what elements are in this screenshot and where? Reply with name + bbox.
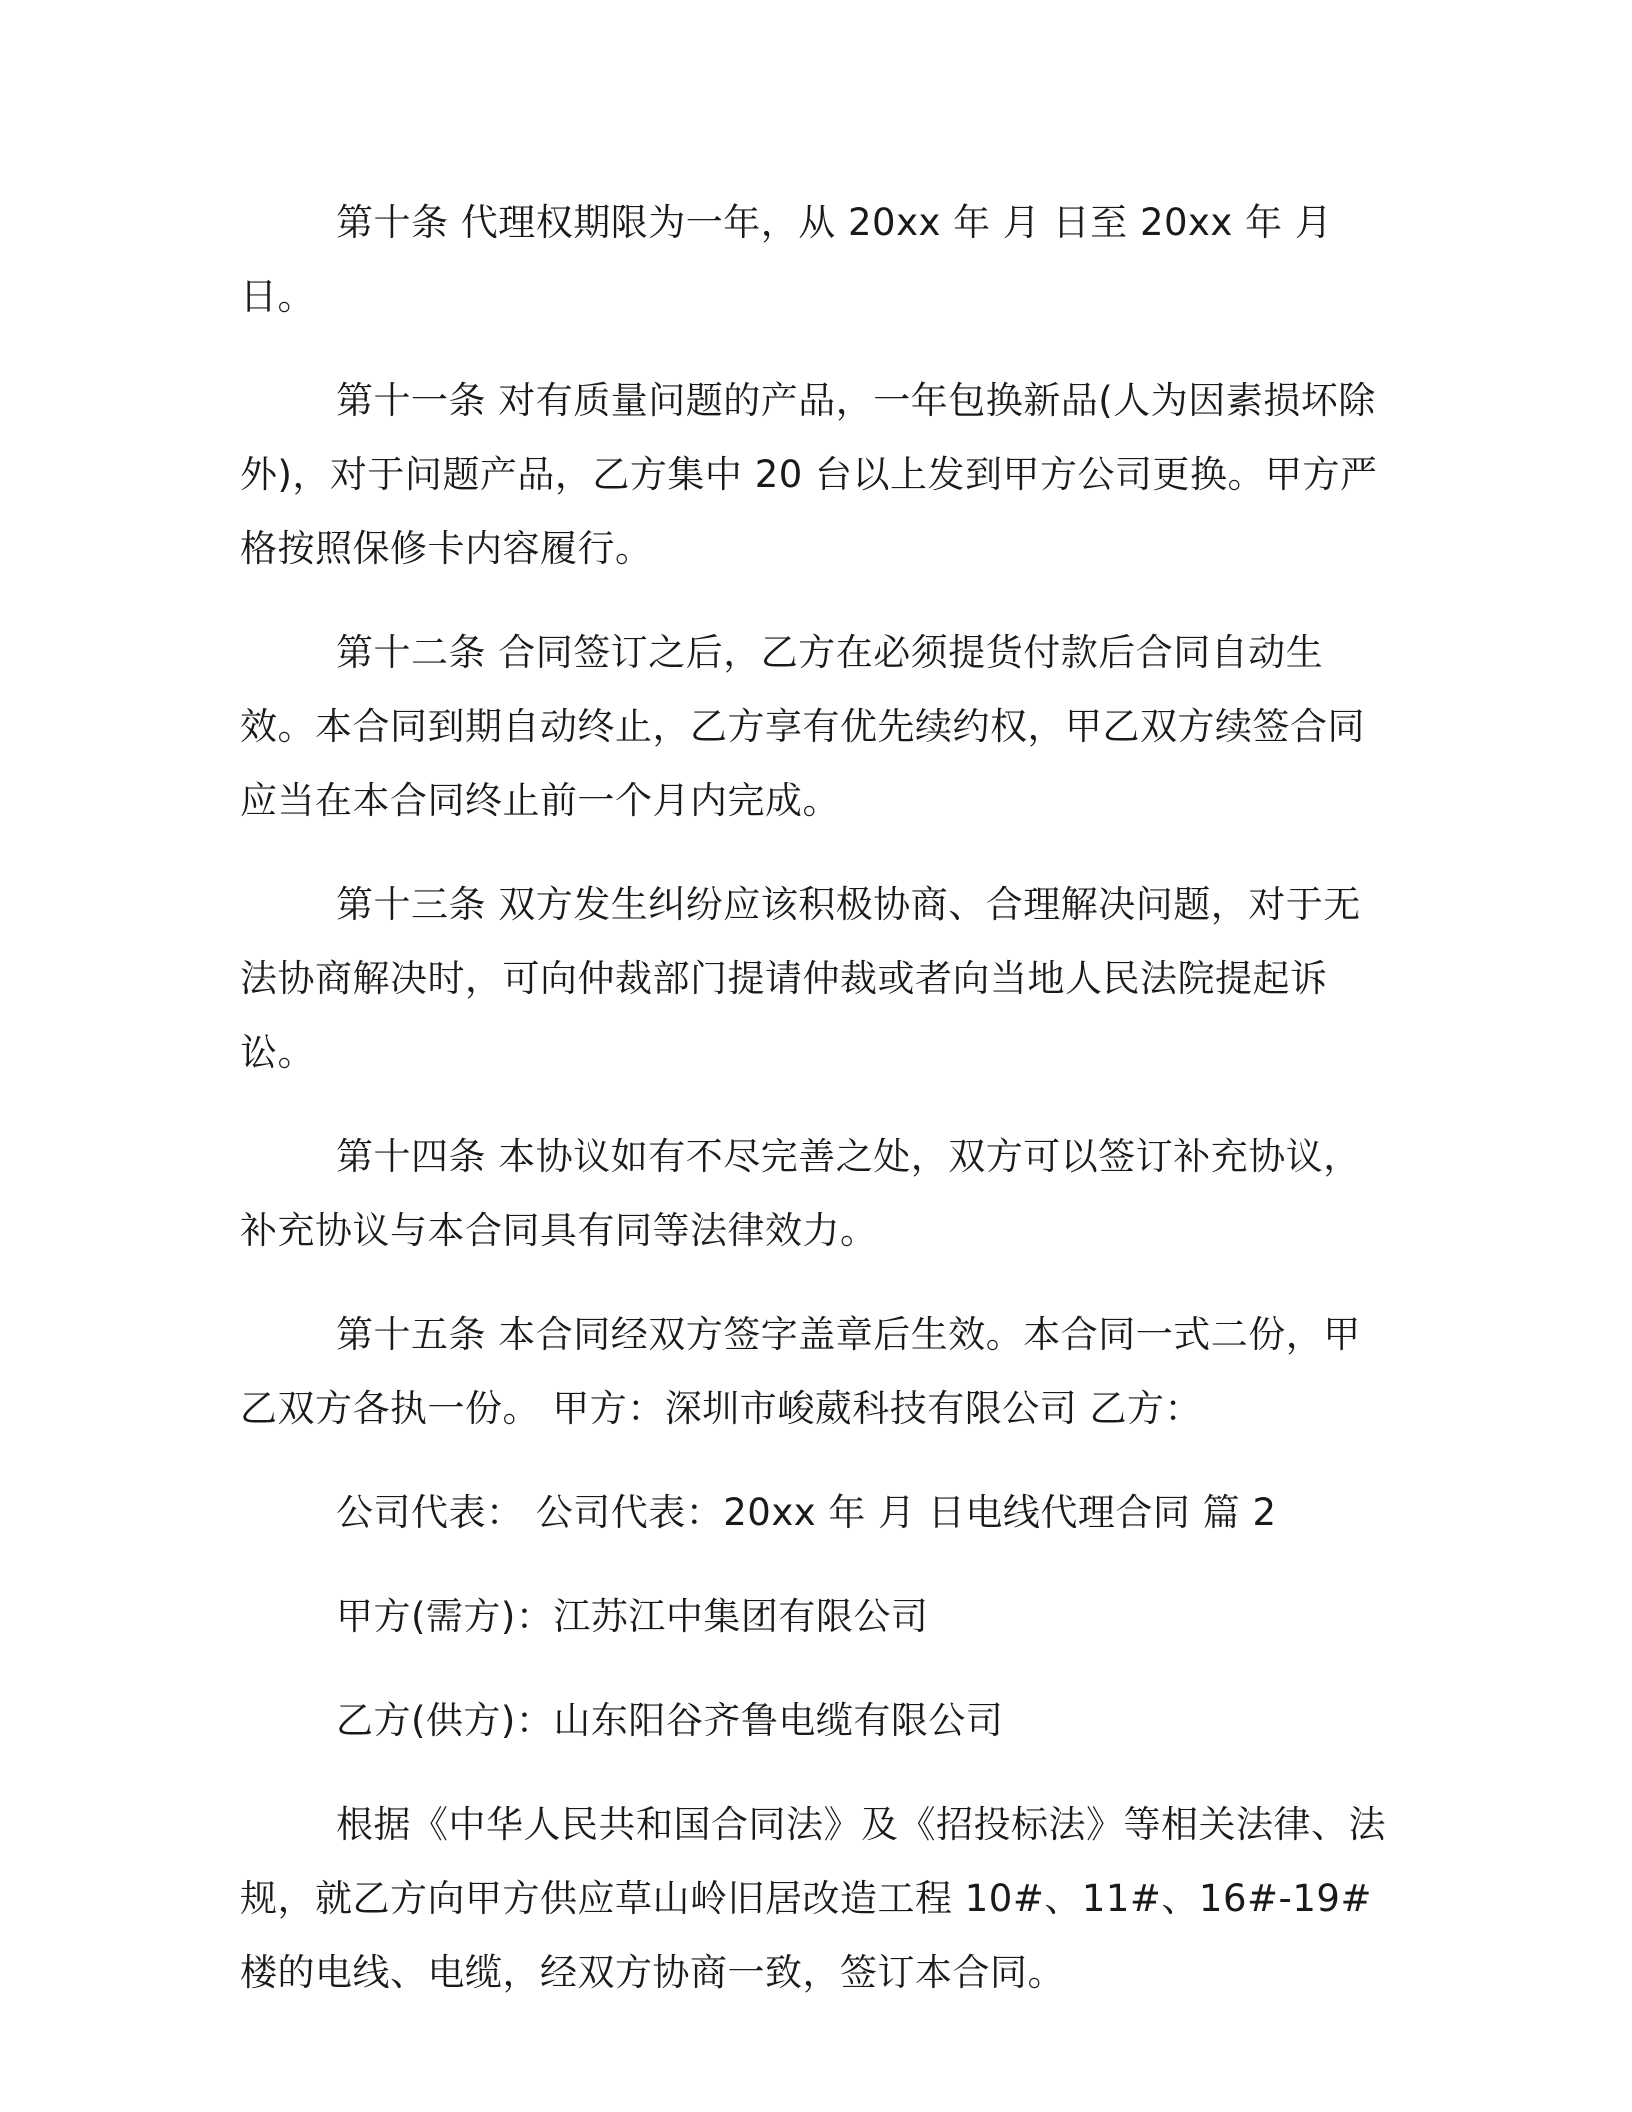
company-representatives: 公司代表： 公司代表：20xx 年 月 日电线代理合同 篇 2	[336, 1491, 1277, 1534]
clause-13: 第十三条 双方发生纠纷应该积极协商、合理解决问题，对于无法协商解决时，可向仲裁部门提请仲裁或者向当地人民法院提起诉讼。	[240, 883, 1361, 1074]
clause-15: 第十五条 本合同经双方签字盖章后生效。本合同一式二份，甲乙双方各执一份。 甲方：深圳市峻葳科技有限公司 乙方：	[240, 1313, 1361, 1430]
clause-14: 第十四条 本协议如有不尽完善之处，双方可以签订补充协议，补充协议与本合同具有同等法律效力。	[240, 1135, 1361, 1252]
party-a: 甲方(需方)：江苏江中集团有限公司	[336, 1595, 929, 1638]
clause-11: 第十一条 对有质量问题的产品，一年包换新品(人为因素损坏除外)，对于问题产品，乙方集中 20 台以上发到甲方公司更换。甲方严格按照保修卡内容履行。	[240, 379, 1378, 570]
party-b: 乙方(供方)：山东阳谷齐鲁电缆有限公司	[336, 1699, 1004, 1742]
document-body	[240, 186, 1390, 2040]
clause-12: 第十二条 合同签订之后，乙方在必须提货付款后合同自动生效。本合同到期自动终止，乙方享有优先续约权，甲乙双方续签合同应当在本合同终止前一个月内完成。	[240, 631, 1365, 822]
contract-preamble: 根据《中华人民共和国合同法》及《招投标法》等相关法律、法规，就乙方向甲方供应草山岭旧居改造工程 10#、11#、16#-19#楼的电线、电缆，经双方协商一致，签订本合同。	[240, 1803, 1386, 1994]
clause-10: 第十条 代理权期限为一年，从 20xx 年 月 日至 20xx 年 月 日。	[240, 201, 1333, 318]
